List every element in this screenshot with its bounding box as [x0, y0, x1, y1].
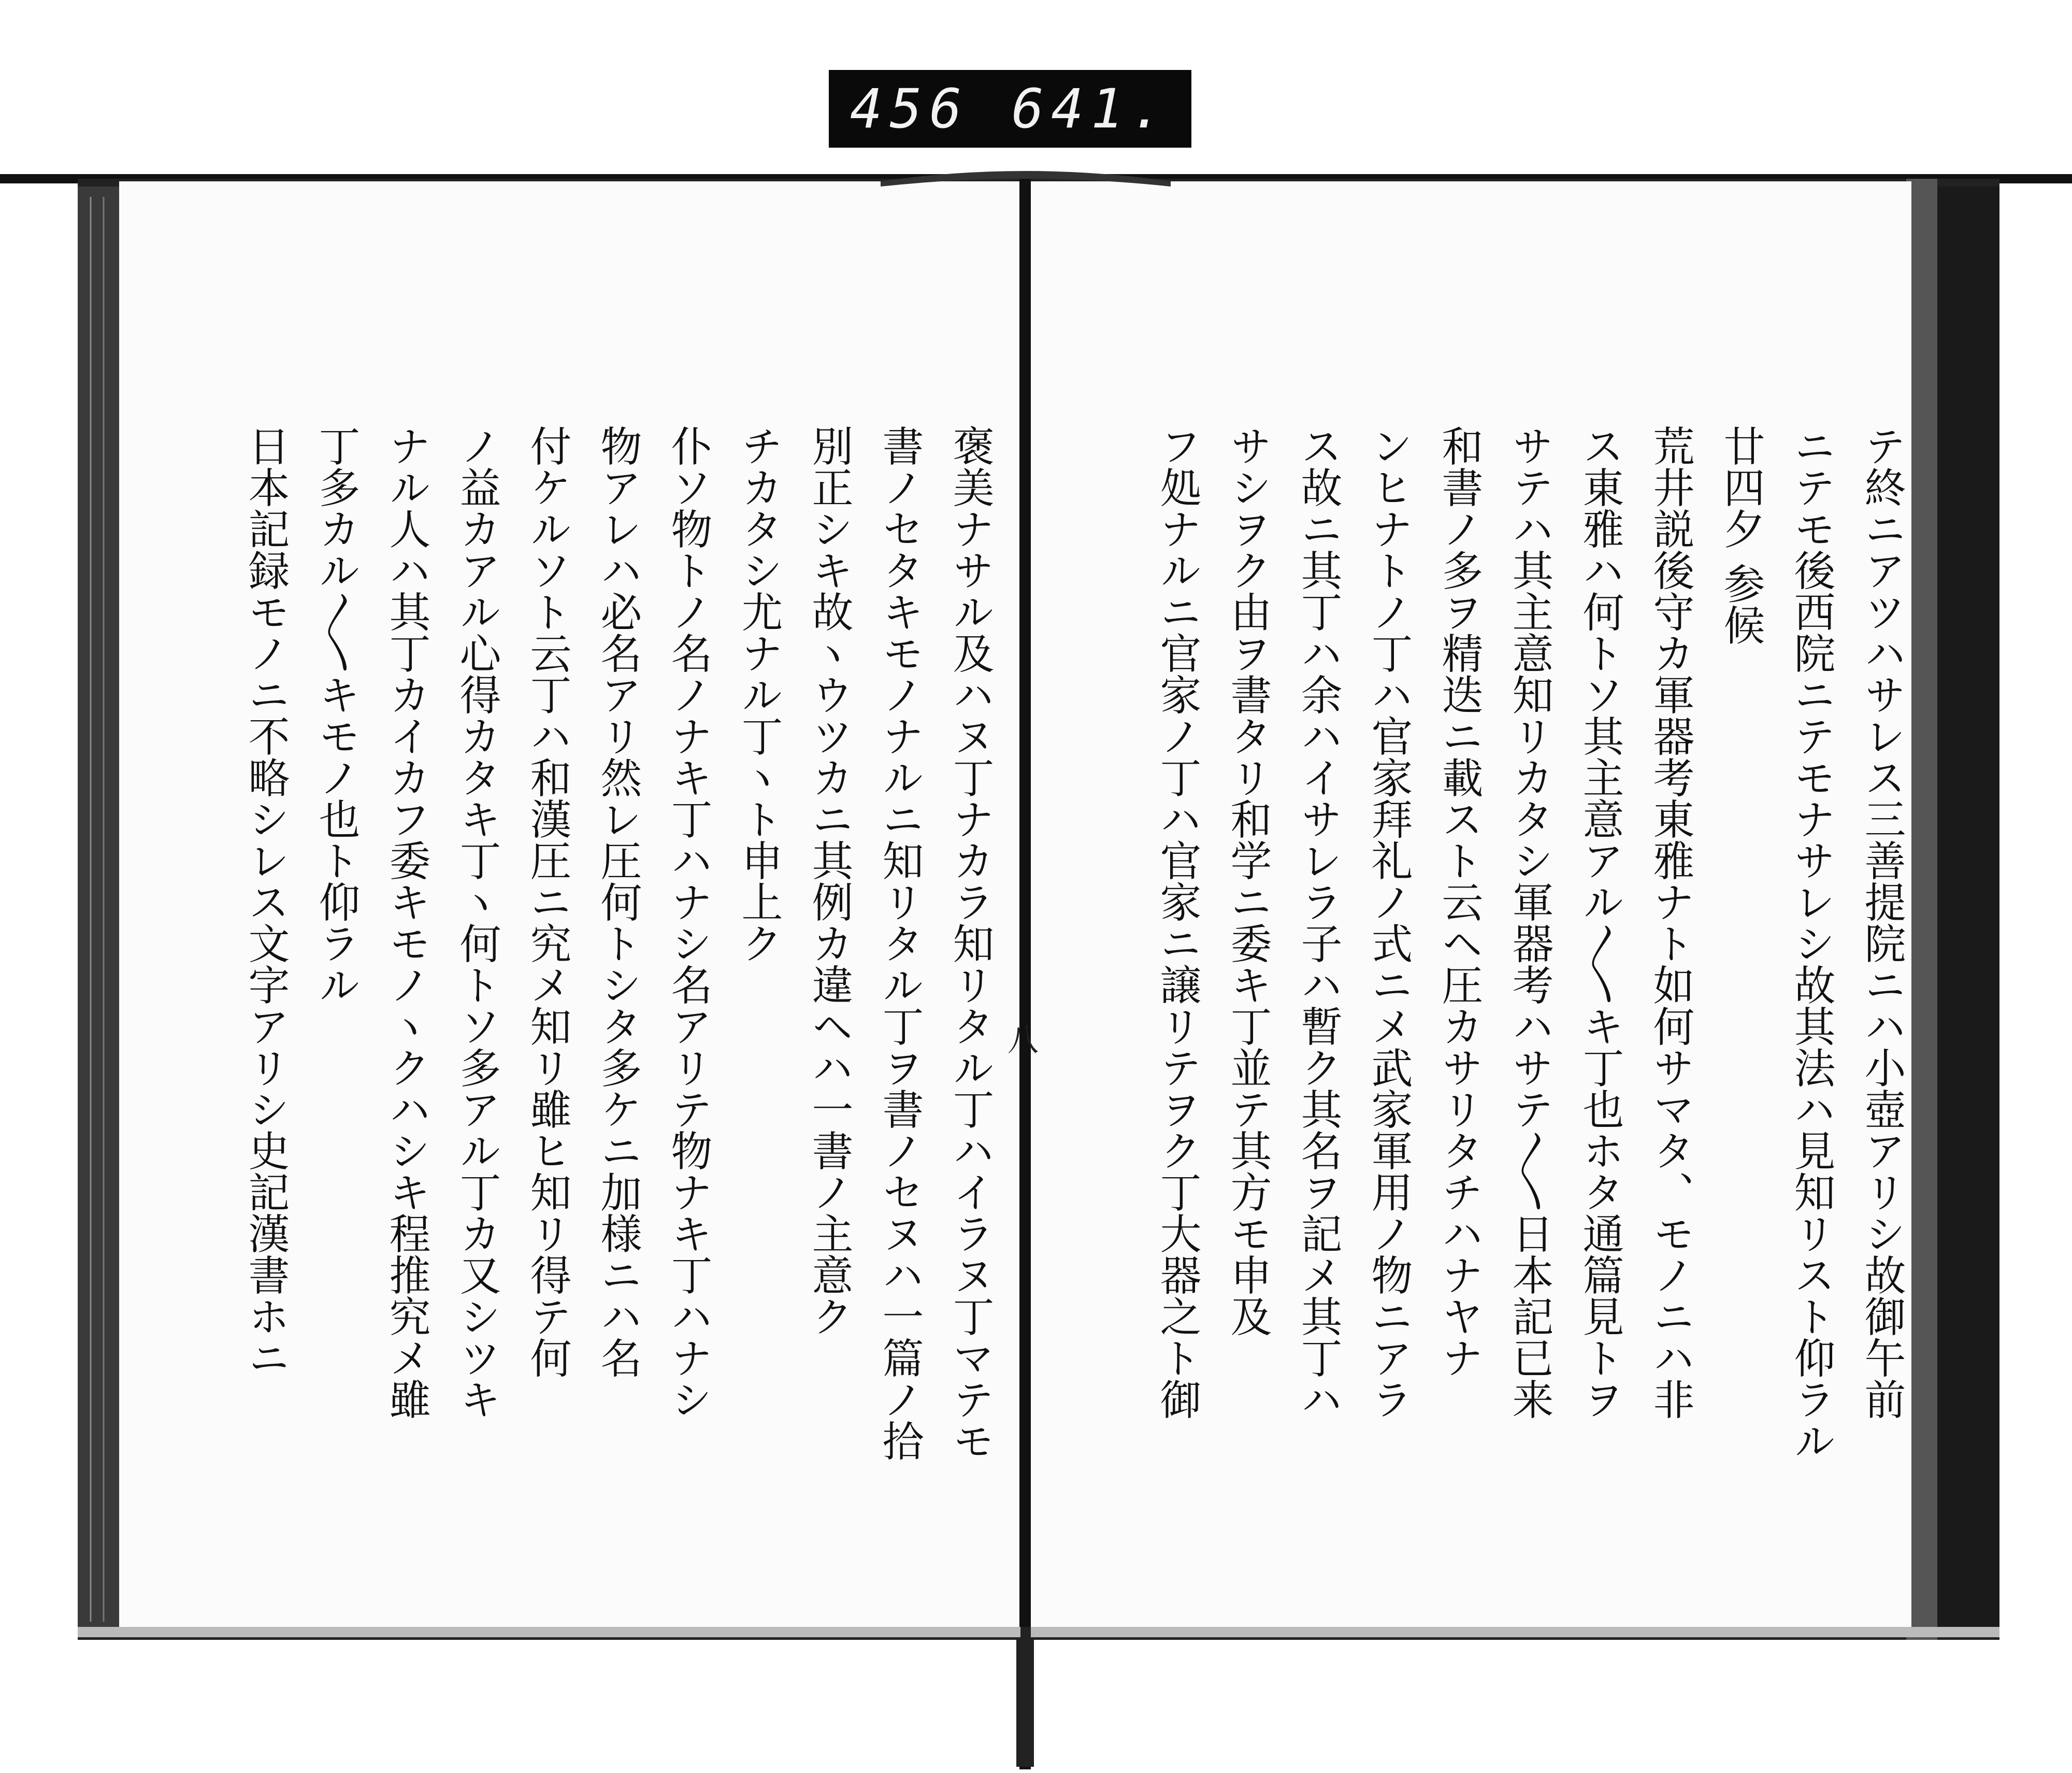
- archive-label: [829, 70, 1191, 148]
- text-column: フ処ナルニ官家ノ丁ハ官家ニ譲リテヲク丁大器之ト御: [1153, 425, 1201, 1420]
- text-column: ニテモ後西院ニテモナサレシ故其法ハ見知リスト仰ラル: [1787, 425, 1835, 1461]
- text-column: サテハ其主意知リカタシ軍器考ハサテ〳〵日本記已来: [1505, 425, 1553, 1420]
- text-column: 仆ソ物トノ名ノナキ丁ハナシ名アリテ物ナキ丁ハナシ: [664, 425, 712, 1420]
- text-column: テ終ニアツハサレス三善提院ニハ小壺アリシ故御午前: [1858, 425, 1906, 1420]
- text-column: 日本記録モノニ不略シレス文字アリシ史記漢書ホニ: [241, 425, 290, 1378]
- archive-number-right: 641.: [1011, 77, 1171, 140]
- text-column: ンヒナトノ丁ハ官家拜礼ノ式ニメ武家軍用ノ物ニアラ: [1364, 425, 1413, 1420]
- text-column: 廿四夕 参候: [1717, 425, 1765, 646]
- text-column: 丁多カル〳〵キモノ也ト仰ラル: [312, 425, 360, 1005]
- archive-number-left: 456: [850, 77, 969, 140]
- text-column: サシヲク由ヲ書タリ和学ニ委キ丁並テ其方モ申及: [1224, 425, 1272, 1337]
- text-column: 和書ノ多ヲ精迭ニ載スト云ヘ圧カサリタチハナヤナ: [1435, 425, 1483, 1378]
- left-page-text: [155, 425, 1005, 1617]
- text-column: 書ノセタキモノナルニ知リタル丁ヲ書ノセヌハ一篇ノ拾: [875, 425, 924, 1461]
- text-column: ナル人ハ其丁カイカフ委キモノヽクハシキ程推究メ雖: [382, 425, 430, 1420]
- text-column: 別正シキ故ヽウツカニ其例カ違ヘハ一書ノ主意ク: [805, 425, 853, 1337]
- text-column: 物アレハ必名アリ然レ圧何トシタ多ケニ加様ニハ名: [594, 425, 642, 1378]
- margin-mark: 八: [1008, 1022, 1039, 1059]
- text-column: 荒井説後守カ軍器考東雅ナト如何サマタ、モノニハ非: [1646, 425, 1694, 1420]
- right-page-text: [1057, 425, 1917, 1617]
- text-column: 付ケルソト云丁ハ和漢圧ニ究メ知リ雖ヒ知リ得テ何: [523, 425, 571, 1378]
- text-column: 褒美ナサル及ハヌ丁ナカラ知リタル丁ハイラヌ丁マテモ: [946, 425, 994, 1461]
- text-column: ス東雅ハ何トソ其主意アル〳〵キ丁也ホタ通篇見トヲ: [1576, 425, 1624, 1420]
- text-column: チカタシ尤ナル丁ヽト申上ク: [735, 425, 783, 964]
- text-column: ス故ニ其丁ハ余ハイサレラ子ハ暫ク其名ヲ記メ其丁ハ: [1294, 425, 1342, 1420]
- text-column: ノ益カアル心得カタキ丁ヽ何トソ多アル丁カ又シツキ: [453, 425, 501, 1420]
